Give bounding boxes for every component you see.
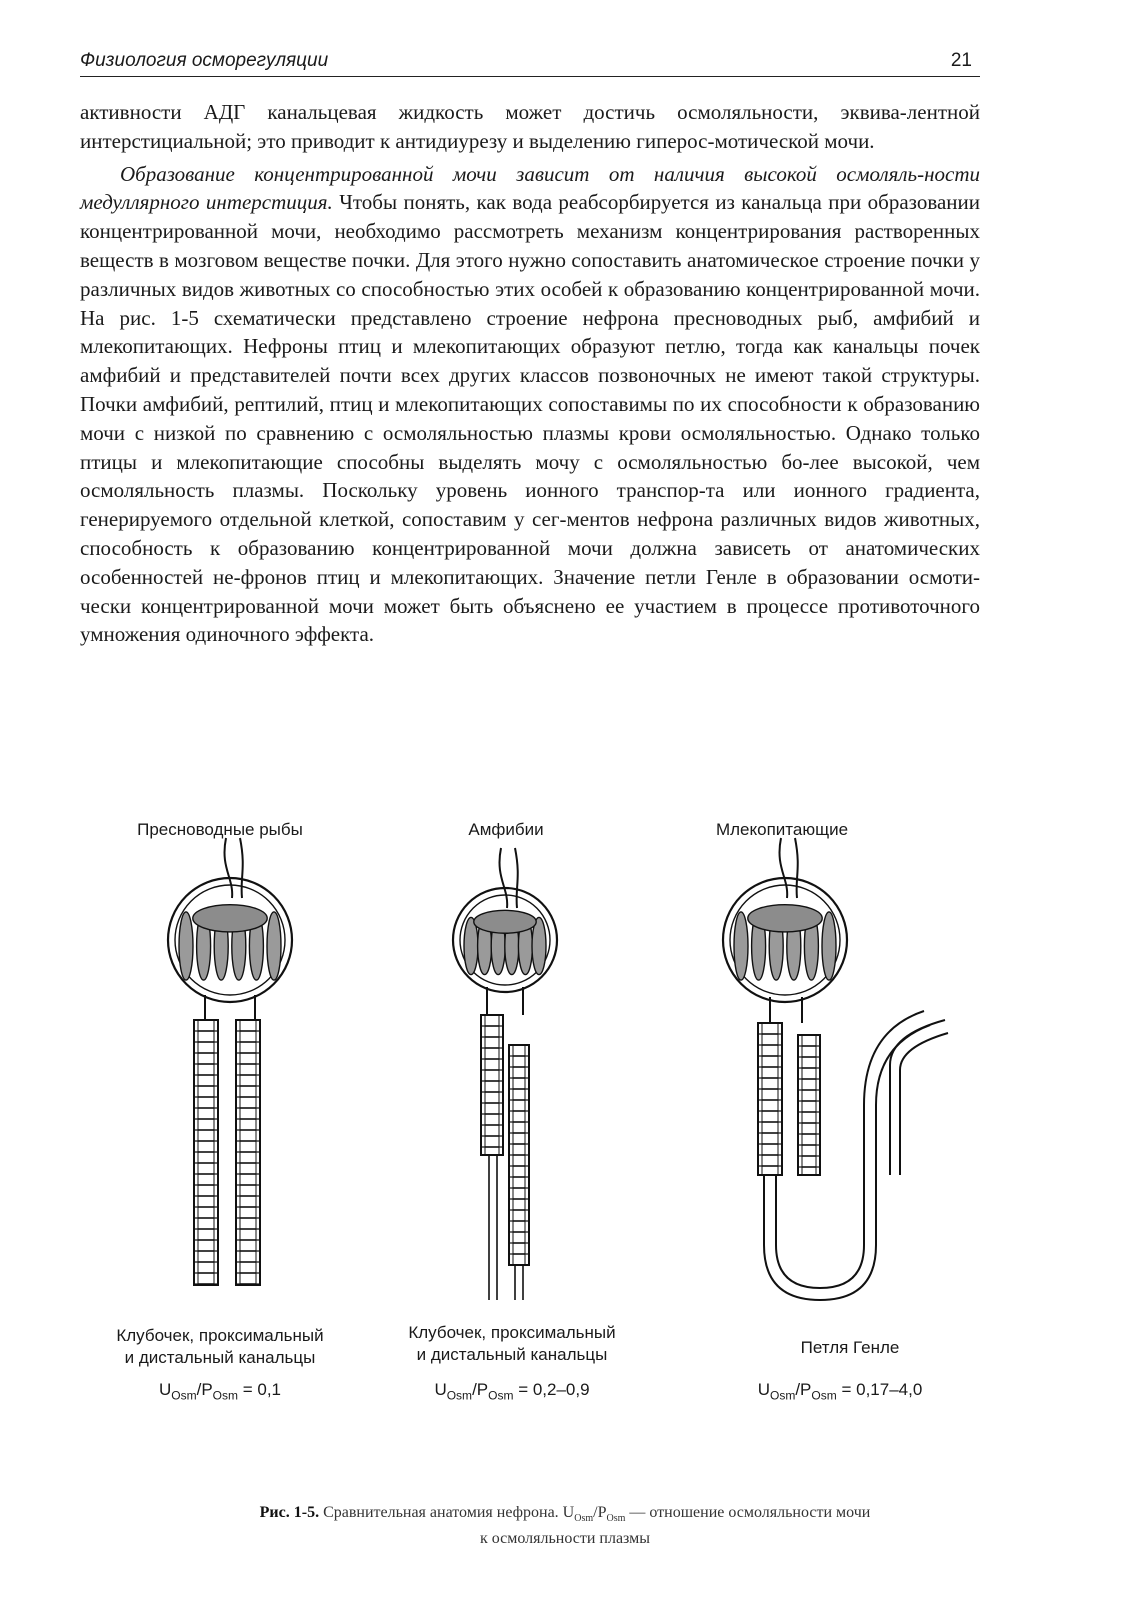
ratio-u-sub: Osm — [171, 1388, 197, 1403]
afferent-arteriole — [779, 838, 787, 898]
tubule-wall — [481, 1015, 503, 1155]
panel-title-fish: Пресноводные рыбы — [137, 820, 303, 839]
ratio-u-sub: Osm — [446, 1388, 473, 1403]
thick-ascending-limb — [890, 1020, 945, 1175]
figure-caption-line2: к осмоляльности плазмы — [479, 1530, 651, 1548]
loop-of-henle-outer — [764, 1025, 930, 1300]
ratio-p: /P — [196, 1380, 213, 1399]
panel-caption-amphibians-line2: и дистальный канальцы — [416, 1345, 608, 1364]
afferent-arteriole — [224, 838, 232, 898]
proximal-tubule — [758, 1023, 782, 1175]
ratio-p: /P — [472, 1380, 489, 1399]
ratio-amphibians — [362, 1380, 662, 1402]
ratio-u: U — [757, 1380, 770, 1399]
ratio-p-sub: Osm — [488, 1388, 514, 1403]
ratio-p-sub: Osm — [811, 1388, 837, 1403]
capillary-tuft — [748, 905, 822, 932]
ratio-p: /P — [795, 1380, 812, 1399]
panel-caption-mammals-line1: Петля Генле — [800, 1338, 900, 1357]
ratio-u-sub: Osm — [769, 1388, 796, 1403]
figure-caption-line1 — [150, 1503, 980, 1529]
ratio-value: = 0,1 — [238, 1380, 282, 1399]
distal-tubule — [509, 1045, 529, 1265]
glomerulus — [453, 848, 557, 992]
distal-tubule — [798, 1035, 820, 1175]
ratio-fish — [70, 1380, 370, 1402]
figure-caption-sub1: Osm — [574, 1513, 594, 1525]
panel-caption-fish-line2: и дистальный канальцы — [124, 1348, 316, 1367]
panel-caption-fish — [70, 1325, 370, 1369]
panel-caption-amphibians — [362, 1322, 662, 1366]
ratio-u: U — [434, 1380, 447, 1399]
figure-caption-text2: /P — [593, 1504, 607, 1521]
page-number: 21 — [950, 50, 972, 71]
capillary-tuft — [474, 910, 536, 933]
paragraph-2-rest: Чтобы понять, как вода реабсорбируется из канальца при образовании концентрированной мочи, необходимо рассмотреть механизм концентрирования растворенных веществ в мозговом веществе почки. Для этого нужно сопоставить анатомическое строение почки у различных видов животных со способностью этих особей к образованию концентрированной мочи. На рис. 1-5 схематически представлено строение нефрона пресноводных рыб, амфибий и млекопитающих. Нефроны птиц и млекопитающих образуют петлю, тогда как канальцы почек амфибий и представителей почти всех других классов позвоночных не имеют такой структуры. Почки амфибий, рептилий, птиц и млекопитающих сопоставимы по их способности к образованию мочи с низкой по сравнению с осмоляльностью плазмы крови осмоляльностью. Однако только птицы и млекопитающие способны выделять мочу с осмоляльностью бо-лее высокой, чем осмоляльность плазмы. Поскольку уровень ионного транспор-та или ионного градиента, генерируемого отдельной клеткой, сопоставим у сег-ментов нефрона различных видов животных, способность к образованию концентрированной мочи должна зависеть от анатомических особенностей не-фронов птиц и млекопитающих. Значение петли Генле в образовании осмоти-чески концентрированной мочи может быть объяснено ее участием в процессе противоточного умножения одиночного эффекта. — [80, 190, 980, 647]
thick-ascending-limb — [900, 1033, 948, 1175]
efferent-arteriole — [515, 848, 518, 908]
capillary-loop — [822, 912, 836, 980]
ratio-value: = 0,17–4,0 — [836, 1380, 923, 1399]
figure-caption — [150, 1503, 980, 1549]
distal-tubule — [236, 1020, 260, 1285]
proximal-tubule — [481, 1015, 503, 1155]
panel-caption-amphibians-line1: Клубочек, проксимальный — [408, 1323, 616, 1342]
panel-title-amphibians: Амфибии — [468, 820, 544, 839]
glomerulus — [168, 838, 292, 1002]
nephron-amphibian-drawing — [425, 855, 585, 1305]
thin-segment — [489, 1155, 497, 1300]
afferent-arteriole — [499, 848, 507, 908]
efferent-arteriole — [240, 838, 243, 898]
running-title: Физиология осморегуляции — [80, 50, 329, 71]
nephron-mammal-drawing — [700, 845, 980, 1315]
ratio-mammals — [690, 1380, 990, 1402]
glomerulus — [723, 838, 847, 1002]
tubule-wall — [798, 1035, 820, 1175]
collecting-duct — [515, 1265, 523, 1300]
panel-title-mammals: Млекопитающие — [715, 820, 849, 839]
efferent-arteriole — [795, 838, 798, 898]
paragraph-2-italic: Образование концентрированной мочи зависит от наличия высокой осмоляль-ности медуллярного интерстиция. — [80, 161, 980, 215]
running-header — [80, 48, 980, 77]
figure-caption-text3: — отношение осмоляльности мочи — [625, 1504, 871, 1521]
capillary-loop — [734, 912, 748, 980]
capillary-tuft — [193, 905, 267, 932]
ratio-p-sub: Osm — [212, 1388, 238, 1403]
paragraph-1: активности АДГ канальцевая жидкость может достичь осмоляльности, эквива-лентной интерстициальной; это приводит к антидиурезу и выделению гиперос-мотической мочи. — [80, 100, 980, 153]
paragraph-2 — [80, 160, 980, 650]
panel-caption-fish-line1: Клубочек, проксимальный — [116, 1326, 324, 1345]
nephron-fish-drawing — [150, 845, 310, 1305]
capillary-loop — [267, 912, 281, 980]
capillary-loop — [179, 912, 193, 980]
ratio-value: = 0,2–0,9 — [513, 1380, 590, 1399]
proximal-tubule — [194, 1020, 218, 1285]
figure-caption-text1: Сравнительная анатомия нефрона. U — [319, 1504, 575, 1521]
figure-label: Рис. 1-5. — [259, 1504, 320, 1521]
panel-caption-mammals — [700, 1337, 1000, 1359]
body-text — [80, 98, 980, 649]
figure-caption-sub2: Osm — [606, 1513, 626, 1525]
ratio-u: U — [158, 1380, 172, 1399]
